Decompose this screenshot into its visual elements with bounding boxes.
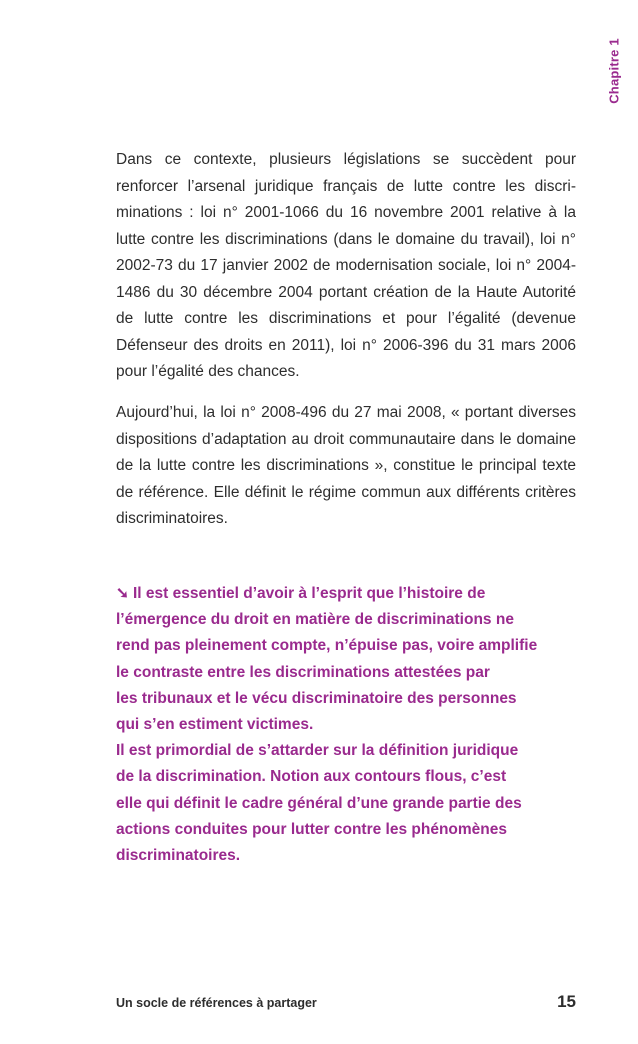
highlight-line: qui s’en estiment victimes. [116,716,314,734]
footer-title: Un socle de références à partager [116,996,317,1010]
page-number: 15 [557,992,576,1011]
highlight-line: le contraste entre les discriminations attestées par [116,663,490,681]
paragraph-legislations: Dans ce contexte, plusieurs législations se succèdent pour renforcer l’arsenal juridique français de lutte contre les discriminations : loi n° 2001-1066 du 16 novembre 2001 relative à la lutte contre les discriminations (dans le domaine du travail), loi n° 2002-73 du 17 janvier 2002 de modernisation sociale, loi n° 2004-1486 du 30 décembre 2004 portant création de la Haute Autorité de lutte contre les discriminations et pour l’égalité (devenue Défenseur des droits en 2011), loi n° 2006-396 du 31 mars 2006 pour l’égalité des chances. [116,151,576,380]
paragraph-loi-2008: Aujourd’hui, la loi n° 2008-496 du 27 mai 2008, « portant diverses dispositions d’adaptation au droit communautaire dans le domaine de la lutte contre les discriminations », constitue le principal texte de référence. Elle définit le régime commun aux différents critères discriminatoires. [116,404,576,527]
highlight-line: l’émergence du droit en matière de discriminations ne [116,611,514,629]
highlight-line: actions conduites pour lutter contre les phénomènes [116,820,508,838]
chapter-label: Chapitre 1 [606,38,622,104]
chapter-tab [601,28,627,114]
highlight-line: les tribunaux et le vécu discriminatoire des personnes [116,689,517,707]
highlight-line: Il est primordial de s’attarder sur la définition juridique [116,742,519,760]
highlight-line: discriminatoires. [116,847,241,865]
highlight-line: rend pas pleinement compte, n’épuise pas, voire amplifie [116,637,538,655]
highlight-line: de la discrimination. Notion aux contours flous, c’est [116,768,507,786]
highlight-line [116,581,581,607]
arrow-icon: ➘ [116,585,129,602]
highlight-line: elle qui définit le cadre général d’une grande partie des [116,794,522,812]
highlight-block [116,581,581,869]
highlight-line-text: Il est essentiel d’avoir à l’esprit que l’histoire de [133,585,486,602]
